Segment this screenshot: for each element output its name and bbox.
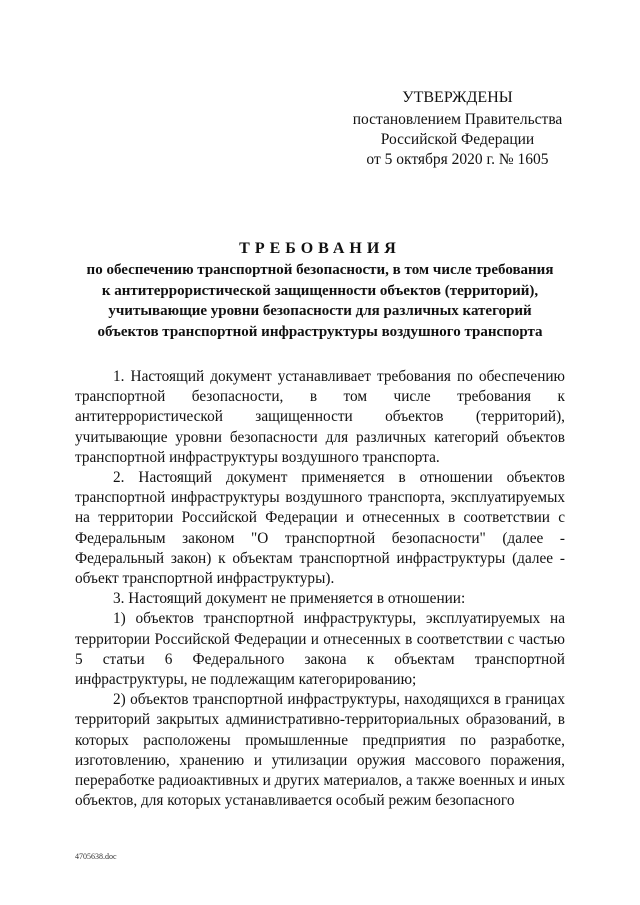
paragraph-2: 2. Настоящий документ применяется в отношении объектов транспортной инфраструктуры воздушного транспорта, эксплуатируемых на территории Российской Федерации и отнесенных в соответствии с Федеральным законом "О транспортной безопасности" (далее - Федеральный закон) к объектам транспортной инфраструктуры (далее - объект транспортной инфраструктуры). (75, 469, 565, 588)
title-line-2: к антитеррористической защищенности объектов (территорий), (101, 282, 539, 299)
title-line-4: объектов транспортной инфраструктуры воздушного транспорта (97, 323, 543, 340)
approval-stamp (340, 88, 575, 170)
approval-line-3: от 5 октября 2020 г. № 1605 (366, 151, 549, 168)
approval-line-1: постановлением Правительства (352, 111, 563, 128)
paragraph-3-item-2: 2) объектов транспортной инфраструктуры, находящихся в границах территорий закрытых административно-территориальных образований, в которых расположены промышленные предприятия по разработке, изготовлению, хранению и утилизации оружия массового поражения, переработке радиоактивных и других материалов, а также военных и иных объектов, для которых устанавливается особый режим безопасного (75, 691, 565, 810)
paragraph-3-item-1: 1) объектов транспортной инфраструктуры, эксплуатируемых на территории Российской Федерации и отнесенных в соответствии с частью 5 статьи 6 Федерального закона к объектам транспортной инфраструктуры, не подлежащим категорированию; (75, 610, 565, 689)
approval-line-2: Российской Федерации (380, 131, 535, 148)
approval-heading: УТВЕРЖДЕНЫ (402, 89, 513, 106)
paragraph-3: 3. Настоящий документ не применяется в отношении: (113, 590, 466, 608)
document-title (60, 238, 580, 342)
paragraph-1: 1. Настоящий документ устанавливает требования по обеспечению транспортной безопасности, в том числе требования к антитеррористической защищенности объектов (территорий), учитывающие уровни безопасности для различных категорий объектов транспортной инфраструктуры воздушного транспорта. (75, 368, 565, 466)
title-main: ТРЕБОВАНИЯ (239, 240, 401, 257)
document-body (75, 367, 565, 811)
title-line-3: учитывающие уровни безопасности для различных категорий (108, 303, 532, 319)
footer-file-name: 4705638.doc (75, 852, 117, 861)
title-line-1: по обеспечению транспортной безопасности, в том числе требования (86, 262, 554, 278)
